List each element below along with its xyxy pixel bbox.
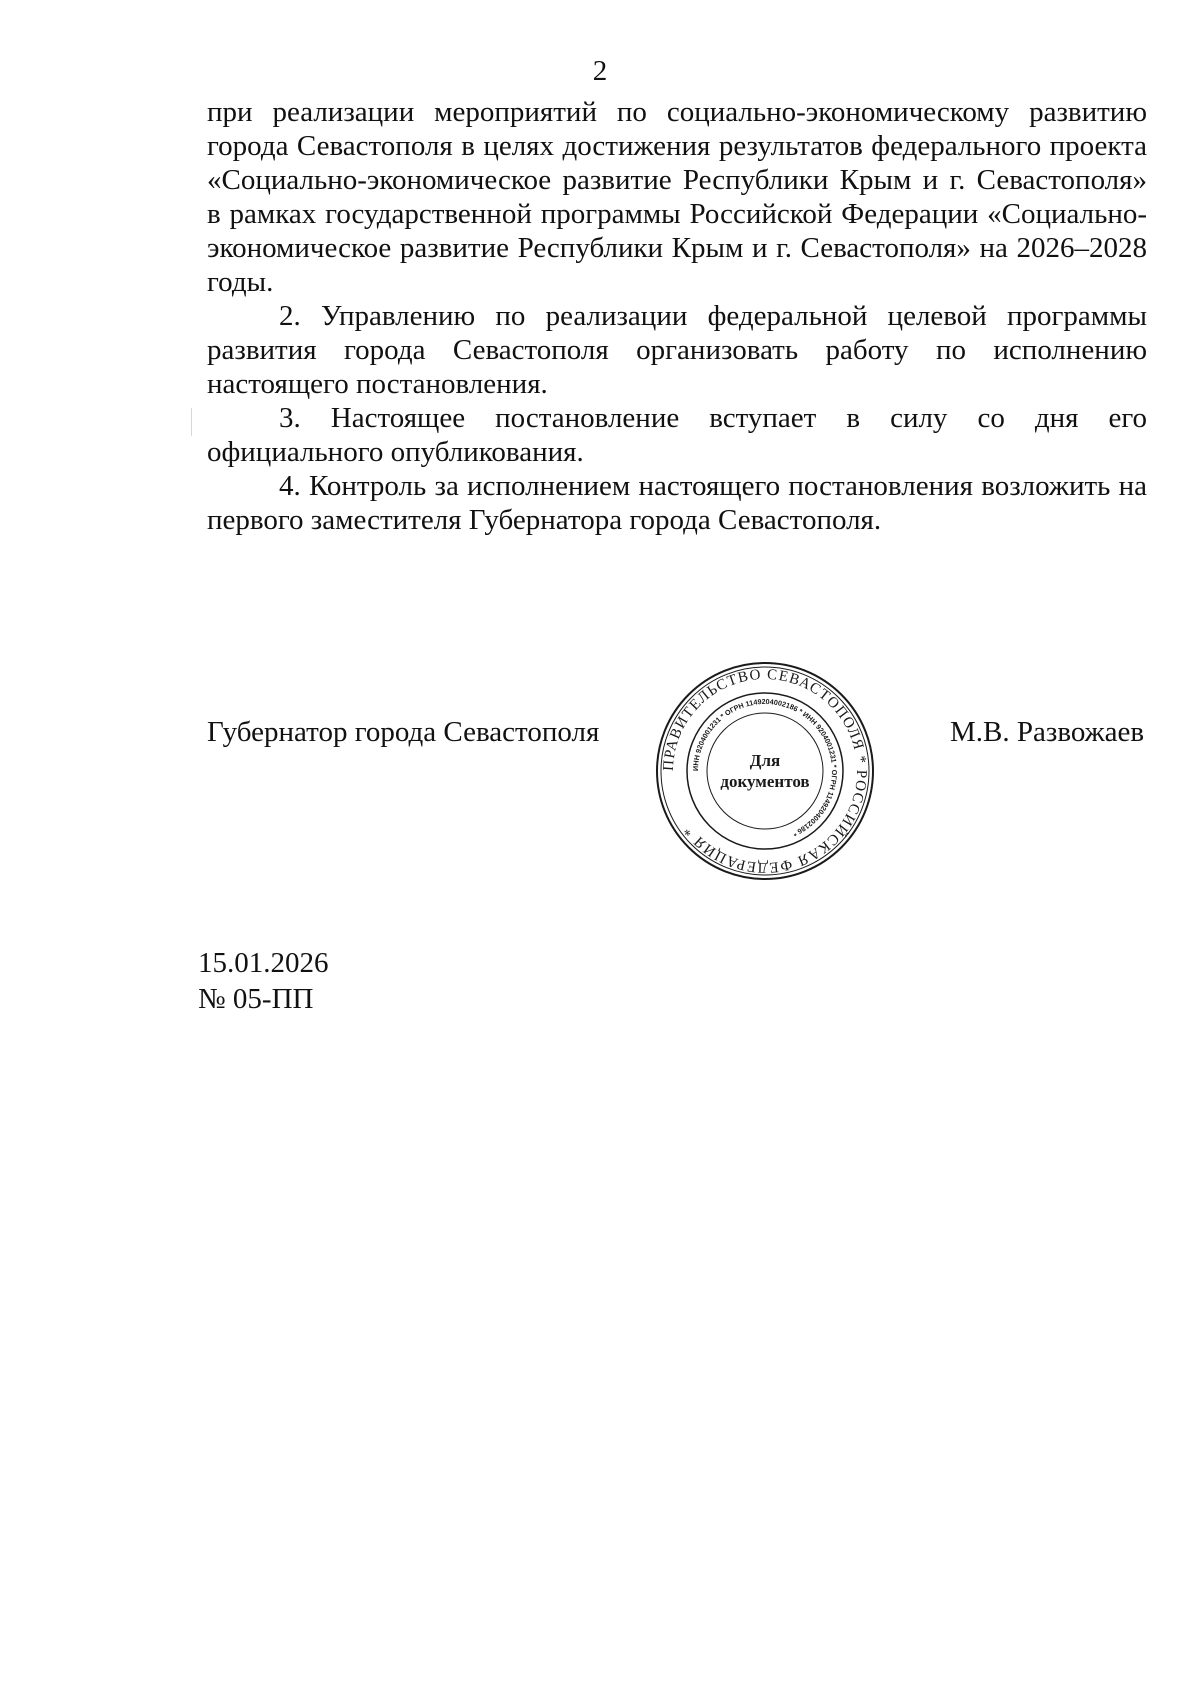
text-line: годы. xyxy=(207,266,274,298)
page-number: 2 xyxy=(592,55,608,87)
seal-middle-ring xyxy=(687,693,843,849)
seal-inner-ring xyxy=(707,713,823,829)
signatory-name: М.В. Развожаев xyxy=(950,716,1145,748)
signatory-title: Губернатор города Севастополя xyxy=(207,716,600,748)
text-line: города Севастополя в целях достижения результатов федерального проекта xyxy=(207,130,1147,162)
seal-center-line1: Для xyxy=(749,751,781,770)
paragraph-item-4: 4. Контроль за исполнением настоящего постановления возложить на первого заместителя Губернатора города Севастополя. xyxy=(207,470,1147,536)
document-body xyxy=(207,95,1147,537)
text-line: экономическое развитие Республики Крым и г. Севастополя» на 2026–2028 xyxy=(207,232,1147,264)
seal-outer-ring xyxy=(657,663,873,879)
scan-margin-mark xyxy=(191,408,192,436)
paragraph-item-3: 3. Настоящее постановление вступает в силу со дня его официального опубликования. xyxy=(207,402,1147,468)
seal-inner-text: ИНН 9204001231 * ОГРН 1149204002186 * ИНН 9204001231 * ОГРН 1149204002186 * xyxy=(690,696,840,839)
text-line: «Социально-экономическое развитие Республики Крым и г. Севастополя» xyxy=(207,164,1147,196)
paragraph-item-2: 2. Управлению по реализации федеральной целевой программы развития города Севастополя организовать работу по исполнению настоящего постановления. xyxy=(207,300,1147,400)
official-seal xyxy=(654,660,876,882)
paragraph-continuation xyxy=(207,95,1147,299)
document-date: 15.01.2026 xyxy=(198,947,329,979)
seal-center-line2: документов xyxy=(720,772,810,791)
text-line: при реализации мероприятий по социально-экономическому развитию xyxy=(207,96,1147,128)
seal-outer-text: ПРАВИТЕЛЬСТВО СЕВАСТОПОЛЯ * РОССИЙСКАЯ ФЕДЕРАЦИЯ * xyxy=(660,666,870,876)
document-number: № 05-ПП xyxy=(198,983,314,1015)
text-line: в рамках государственной программы Российской Федерации «Социально- xyxy=(207,198,1147,230)
